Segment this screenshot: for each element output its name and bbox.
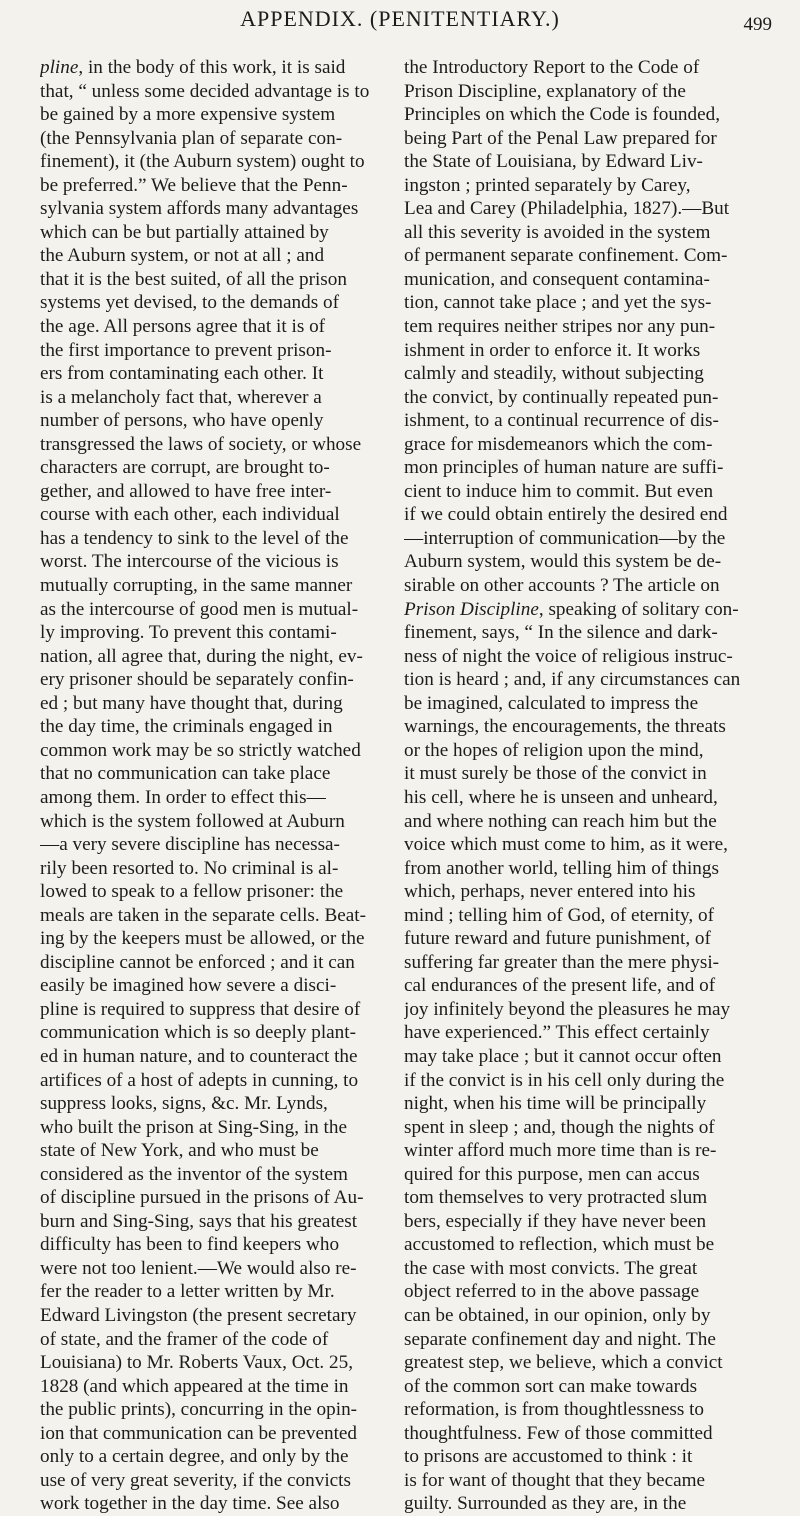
text-line: ion that communication can be prevented bbox=[40, 1422, 358, 1444]
text-line: his cell, where he is unseen and unheard, bbox=[404, 786, 718, 808]
text-line: number of persons, who have openly bbox=[40, 410, 324, 432]
text-line: calmly and steadily, without subjecting bbox=[404, 363, 704, 385]
text-line: ishment in order to enforce it. It works bbox=[404, 339, 701, 361]
text-line: bers, especially if they have never been bbox=[404, 1210, 707, 1232]
text-line: that it is the best suited, of all the prison bbox=[40, 268, 347, 290]
text-line: ed ; but many have thought that, during bbox=[40, 692, 343, 714]
text-line: characters are corrupt, are brought to- bbox=[40, 457, 330, 479]
text-line: warnings, the encouragements, the threats bbox=[404, 716, 726, 738]
left-column bbox=[40, 56, 408, 1516]
text-line: as the intercourse of good men is mutual- bbox=[40, 598, 359, 620]
running-title: APPENDIX. (PENITENTIARY.) bbox=[240, 6, 560, 31]
text-line: the case with most convicts. The great bbox=[404, 1257, 698, 1279]
text-line: the Auburn system, or not at all ; and bbox=[40, 245, 325, 267]
text-line: tion is heard ; and, if any circumstances can bbox=[404, 669, 741, 691]
text-line: from another world, telling him of things bbox=[404, 857, 719, 879]
text-line: ishment, to a continual recurrence of dis- bbox=[404, 410, 719, 432]
text-line: ly improving. To prevent this contami- bbox=[40, 622, 337, 644]
text-line: fer the reader to a letter written by Mr. bbox=[40, 1281, 335, 1303]
text-line: it must surely be those of the convict in bbox=[404, 763, 707, 785]
text-line: the public prints), concurring in the opin- bbox=[40, 1399, 358, 1421]
text-line: —a very severe discipline has necessa- bbox=[40, 834, 340, 856]
text-line: sirable on other accounts ? The article on bbox=[404, 575, 720, 597]
text-line: Edward Livingston (the present secretary bbox=[40, 1304, 357, 1326]
text-line: object referred to in the above passage bbox=[404, 1281, 700, 1303]
text-line: artifices of a host of adepts in cunning, to bbox=[40, 1069, 359, 1091]
text-line: communication which is so deeply plant- bbox=[40, 1022, 356, 1044]
text-line: of state, and the framer of the code of bbox=[40, 1328, 329, 1350]
page-number: 499 bbox=[743, 14, 772, 35]
page-header bbox=[0, 6, 800, 46]
text-line: munication, and consequent contamina- bbox=[404, 268, 710, 290]
text-line: accustomed to reflection, which must be bbox=[404, 1234, 715, 1256]
text-line: common work may be so strictly watched bbox=[40, 739, 361, 761]
text-line: finement), it (the Auburn system) ought to bbox=[40, 151, 365, 173]
text-line: (the Pennsylvania plan of separate con- bbox=[40, 127, 343, 149]
text-line: nation, all agree that, during the night, ev- bbox=[40, 645, 363, 667]
text-line: has a tendency to sink to the level of the bbox=[40, 527, 349, 549]
text-line: ingston ; printed separately by Carey, bbox=[404, 174, 691, 196]
text-line: use of very great severity, if the convicts bbox=[40, 1469, 351, 1491]
text-line: Principles on which the Code is founded, bbox=[404, 104, 721, 126]
text-line: the Introductory Report to the Code of bbox=[404, 57, 700, 78]
text-line: separate confinement day and night. The bbox=[404, 1328, 716, 1350]
text-line: may take place ; but it cannot occur often bbox=[404, 1045, 722, 1067]
text-line: that, “ unless some decided advantage is to bbox=[40, 80, 370, 102]
text-line: Auburn system, would this system be de- bbox=[404, 551, 722, 573]
text-line: that no communication can take place bbox=[40, 763, 331, 785]
text-line: course with each other, each individual bbox=[40, 504, 340, 526]
text-line: meals are taken in the separate cells. Beat- bbox=[40, 904, 367, 926]
text-line: guilty. Surrounded as they are, in the bbox=[404, 1493, 687, 1515]
text-line: the convict, by continually repeated pun- bbox=[404, 386, 719, 408]
text-line: Louisiana) to Mr. Roberts Vaux, Oct. 25, bbox=[40, 1352, 354, 1374]
text-line: pline, in the body of this work, it is said bbox=[40, 57, 346, 78]
text-line: work together in the day time. See also bbox=[40, 1493, 340, 1515]
text-line: quired for this purpose, men can accus bbox=[404, 1163, 700, 1185]
text-line: which can be but partially attained by bbox=[40, 221, 329, 243]
text-line: be preferred.” We believe that the Penn- bbox=[40, 174, 348, 196]
text-line: to prisons are accustomed to think : it bbox=[404, 1446, 693, 1468]
text-line: ing by the keepers must be allowed, or the bbox=[40, 928, 365, 950]
text-line: future reward and future punishment, of bbox=[404, 928, 711, 950]
text-line: or the hopes of religion upon the mind, bbox=[404, 739, 704, 761]
text-line: the first importance to prevent prison- bbox=[40, 339, 332, 361]
text-line: Prison Discipline, explanatory of the bbox=[404, 80, 686, 102]
text-line: burn and Sing-Sing, says that his greatest bbox=[40, 1210, 358, 1232]
text-line: all this severity is avoided in the system bbox=[404, 221, 711, 243]
text-line: be gained by a more expensive system bbox=[40, 104, 336, 126]
text-line: state of New York, and who must be bbox=[40, 1140, 319, 1162]
text-line: the State of Louisiana, by Edward Liv- bbox=[404, 151, 703, 173]
text-line: 1828 (and which appeared at the time in bbox=[40, 1375, 349, 1397]
text-line: Lea and Carey (Philadelphia, 1827).—But bbox=[404, 198, 730, 220]
text-line: joy infinitely beyond the pleasures he may bbox=[404, 998, 731, 1020]
text-line: the day time, the criminals engaged in bbox=[40, 716, 333, 738]
text-line: were not too lenient.—We would also re- bbox=[40, 1257, 357, 1279]
text-line: greatest step, we believe, which a convict bbox=[404, 1352, 723, 1374]
text-line: mon principles of human nature are suffi- bbox=[404, 457, 724, 479]
text-line: tem requires neither stripes nor any pun- bbox=[404, 316, 716, 338]
text-line: transgressed the laws of society, or whose bbox=[40, 433, 362, 455]
text-line: Prison Discipline, speaking of solitary con- bbox=[404, 598, 739, 620]
text-line: finement, says, “ In the silence and dark- bbox=[404, 622, 718, 644]
text-line: mutually corrupting, in the same manner bbox=[40, 575, 353, 597]
right-column bbox=[404, 56, 772, 1516]
text-line: rily been resorted to. No criminal is al- bbox=[40, 857, 339, 879]
text-line: of discipline pursued in the prisons of Au- bbox=[40, 1187, 364, 1209]
text-line: which is the system followed at Auburn bbox=[40, 810, 345, 832]
text-line: —interruption of communication—by the bbox=[404, 527, 726, 549]
text-line: mind ; telling him of God, of eternity, of bbox=[404, 904, 714, 926]
text-line: ness of night the voice of religious instruc- bbox=[404, 645, 733, 667]
text-line: who built the prison at Sing-Sing, in the bbox=[40, 1116, 347, 1138]
text-line: gether, and allowed to have free inter- bbox=[40, 480, 332, 502]
text-line: among them. In order to effect this— bbox=[40, 786, 326, 808]
text-line: the age. All persons agree that it is of bbox=[40, 316, 326, 338]
text-line: of permanent separate confinement. Com- bbox=[404, 245, 728, 267]
text-line: cient to induce him to commit. But even bbox=[404, 480, 714, 502]
text-line: lowed to speak to a fellow prisoner: the bbox=[40, 881, 344, 903]
text-line: is for want of thought that they became bbox=[404, 1469, 706, 1491]
text-line: considered as the inventor of the system bbox=[40, 1163, 348, 1185]
text-line: night, when his time will be principally bbox=[404, 1093, 707, 1115]
text-line: ers from contaminating each other. It bbox=[40, 363, 324, 385]
text-line: spent in sleep ; and, though the nights of bbox=[404, 1116, 715, 1138]
text-line: have experienced.” This effect certainly bbox=[404, 1022, 710, 1044]
text-line: winter afford much more time than is re- bbox=[404, 1140, 717, 1162]
text-line: ed in human nature, and to counteract the bbox=[40, 1045, 358, 1067]
text-line: tion, cannot take place ; and yet the sys- bbox=[404, 292, 712, 314]
text-line: of the common sort can make towards bbox=[404, 1375, 698, 1397]
text-line: only to a certain degree, and only by the bbox=[40, 1446, 349, 1468]
text-line: grace for misdemeanors which the com- bbox=[404, 433, 713, 455]
text-line: thoughtfulness. Few of those committed bbox=[404, 1422, 713, 1444]
text-line: cal endurances of the present life, and of bbox=[404, 975, 716, 997]
text-line: ery prisoner should be separately confin- bbox=[40, 669, 354, 691]
text-line: easily be imagined how severe a disci- bbox=[40, 975, 337, 997]
text-line: sylvania system affords many advantages bbox=[40, 198, 359, 220]
text-line: tom themselves to very protracted slum bbox=[404, 1187, 708, 1209]
text-line: if the convict is in his cell only during the bbox=[404, 1069, 725, 1091]
text-line: worst. The intercourse of the vicious is bbox=[40, 551, 339, 573]
text-line: discipline cannot be enforced ; and it can bbox=[40, 951, 355, 973]
text-line: suffering far greater than the mere physi- bbox=[404, 951, 720, 973]
text-line: systems yet devised, to the demands of bbox=[40, 292, 339, 314]
text-line: is a melancholy fact that, wherever a bbox=[40, 386, 322, 408]
text-line: being Part of the Penal Law prepared for bbox=[404, 127, 717, 149]
text-line: difficulty has been to find keepers who bbox=[40, 1234, 340, 1256]
text-line: be imagined, calculated to impress the bbox=[404, 692, 699, 714]
text-line: reformation, is from thoughtlessness to bbox=[404, 1399, 705, 1421]
text-line: can be obtained, in our opinion, only by bbox=[404, 1304, 711, 1326]
text-line: which, perhaps, never entered into his bbox=[404, 881, 696, 903]
text-line: voice which must come to him, as it were, bbox=[404, 834, 728, 856]
text-line: pline is required to suppress that desire of bbox=[40, 998, 361, 1020]
text-line: if we could obtain entirely the desired end bbox=[404, 504, 728, 526]
text-line: suppress looks, signs, &c. Mr. Lynds, bbox=[40, 1093, 328, 1115]
text-line: and where nothing can reach him but the bbox=[404, 810, 717, 832]
